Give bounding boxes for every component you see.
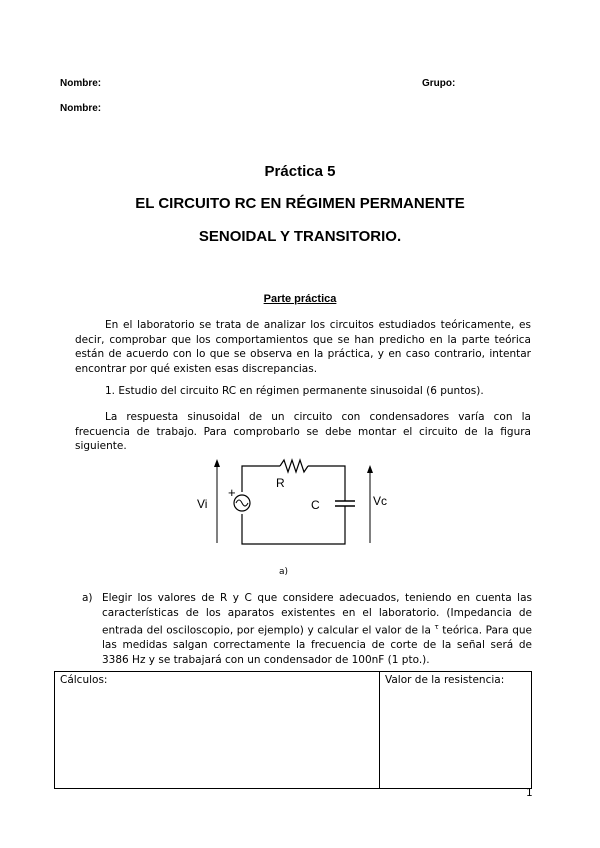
intro-text: En el laboratorio se trata de analizar los circuitos estudiados teóricamente, es decir, comprobar que los comportamientos que se han predicho en la parte teórica están de acuerdo con lo que se observa en la práctica, y en caso contrario, intentar encontrar por qué existen esas discrepancias. — [75, 319, 531, 375]
main-title-line1: EL CIRCUITO RC EN RÉGIMEN PERMANENTE — [135, 195, 465, 212]
c-label: C — [311, 498, 320, 512]
practica-title: Práctica 5 — [264, 163, 336, 180]
task-a-marker: a) — [82, 592, 93, 604]
page-number: 1 — [526, 787, 533, 799]
task-a-text-part2: teórica. Para que las medidas salgan correctamente la frecuencia de corte de la señal será de 3386 Hz y se trabajará con un condensador de 100nF (1 pto.). — [102, 624, 533, 666]
calculos-label: Cálculos: — [60, 674, 108, 686]
main-title-line2: SENOIDAL Y TRANSITORIO. — [198, 228, 402, 245]
wire-top-right — [308, 466, 345, 501]
tau-symbol: τ — [434, 623, 439, 631]
rc-circuit-diagram — [180, 455, 400, 567]
wire-bottom — [242, 506, 345, 544]
vc-label: Vc — [373, 494, 388, 508]
nombre-label-2: Nombre: — [60, 103, 102, 114]
figure-caption: a) — [279, 567, 289, 577]
section-heading: Parte práctica — [263, 293, 337, 305]
vc-arrow-head — [367, 465, 373, 473]
calc-table — [54, 671, 532, 789]
vi-label: Vi — [197, 497, 208, 511]
nombre-label-1: Nombre: — [60, 78, 102, 89]
resistencia-cell[interactable] — [380, 672, 532, 789]
task-a-text — [102, 591, 532, 667]
item-1: 1. Estudio del circuito RC en régimen permanente sinusoidal (6 puntos). — [105, 385, 484, 397]
r-label: R — [276, 476, 285, 490]
response-text: La respuesta sinusoidal de un circuito con condensadores varía con la frecuencia de trabajo. Para comprobarlo se debe montar el circuito de la figura siguiente. — [75, 411, 531, 452]
task-a-text-part1: Elegir los valores de R y C que considere adecuados, teniendo en cuenta las características de los aparatos existentes en el laboratorio. (Impedancia de entrada del osciloscopio, por ejemplo) y calcular el valor de la — [102, 592, 532, 637]
vi-arrow-head — [214, 459, 220, 467]
wire-top-left — [242, 466, 280, 492]
resistor-symbol — [280, 460, 308, 472]
resistencia-label: Valor de la resistencia: — [385, 674, 505, 686]
intro-paragraph — [75, 318, 531, 376]
plus-label: + — [228, 485, 236, 500]
calculos-cell[interactable] — [55, 672, 380, 789]
task-a — [82, 591, 532, 667]
grupo-label: Grupo: — [422, 78, 456, 89]
response-paragraph — [75, 410, 531, 454]
